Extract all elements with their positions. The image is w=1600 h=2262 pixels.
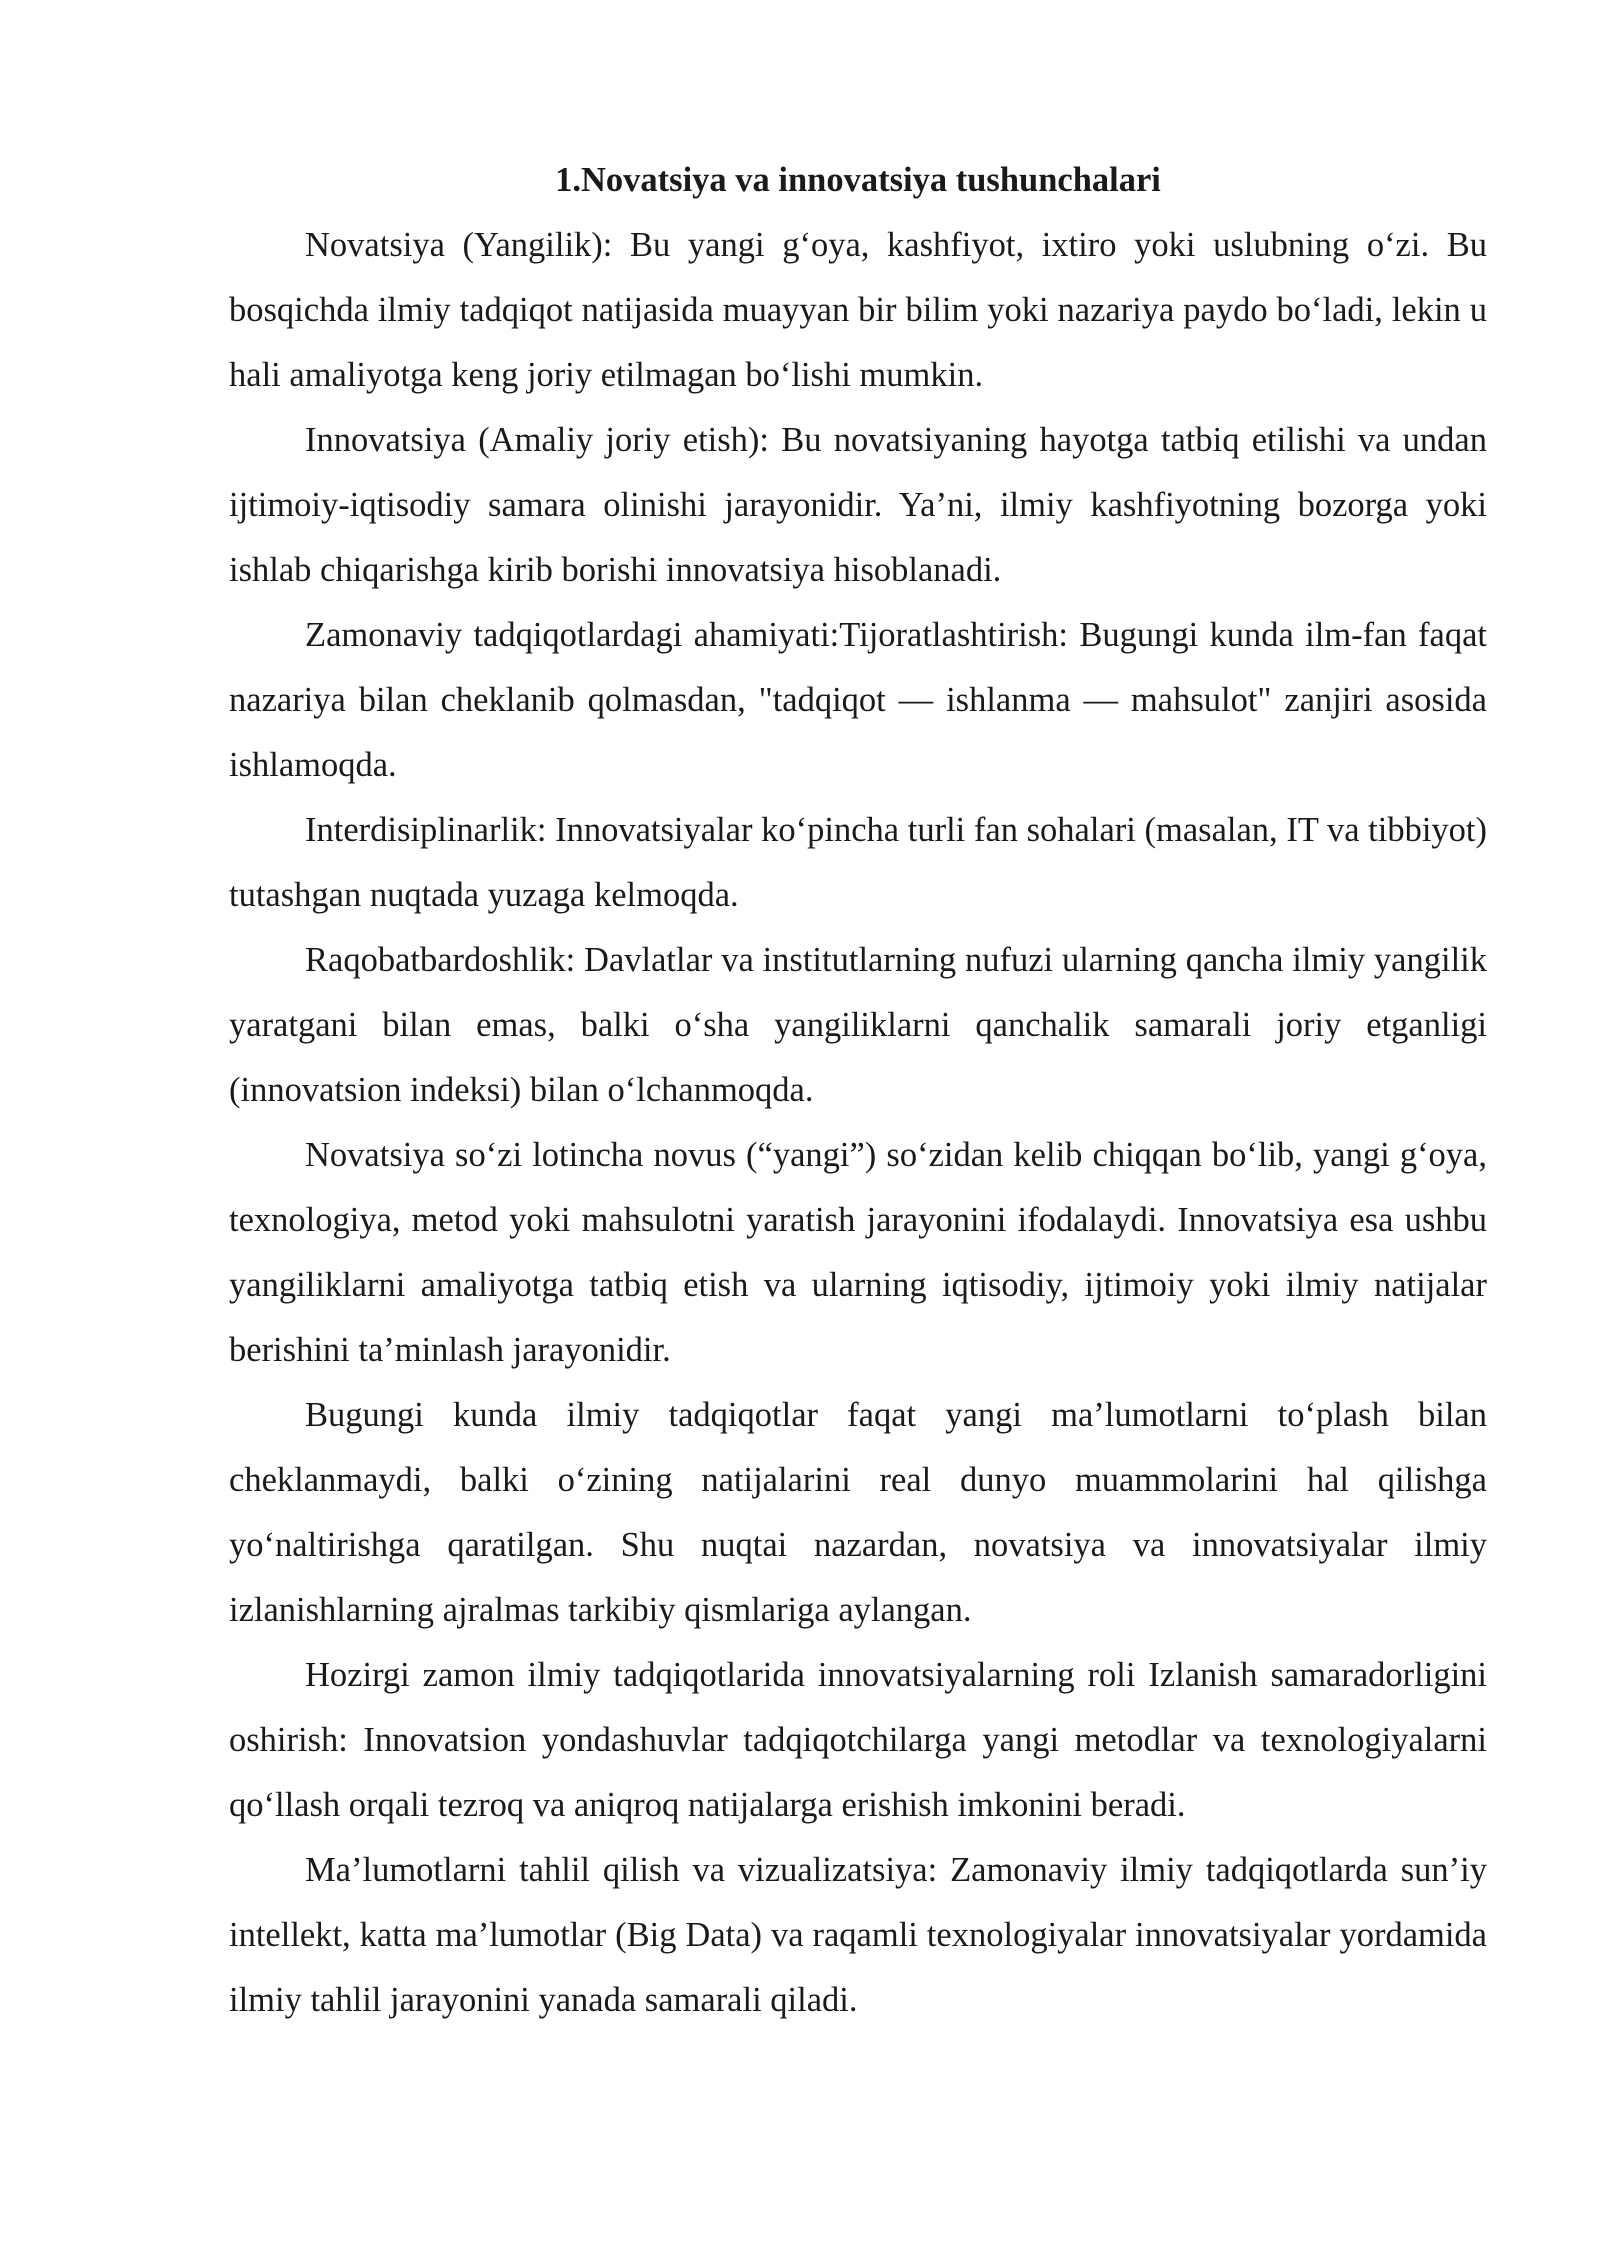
document-body: [229, 148, 1487, 2033]
paragraph-etymology: Novatsiya so‘zi lotincha novus (“yangi”) so‘zidan kelib chiqqan bo‘lib, yangi g‘oya, texnologiya, metod yoki mahsulotni yaratish jarayonini ifodalaydi. Innovatsiya esa ushbu yangiliklarni amaliyotga tatbiq etish va ularning iqtisodiy, ijtimoiy yoki ilmiy natijalar berishini ta’minlash jarayonidir.: [229, 1136, 1487, 1369]
paragraph-innovatsiya-definition: Innovatsiya (Amaliy joriy etish): Bu novatsiyaning hayotga tatbiq etilishi va undan ijtimoiy-iqtisodiy samara olinishi jarayonidir. Ya’ni, ilmiy kashfiyotning bozorga yoki ishlab chiqarishga kirib borishi innovatsiya hisoblanadi.: [229, 421, 1487, 589]
paragraph-tijoratlashtirish: Zamonaviy tadqiqotlardagi ahamiyati:Tijoratlashtirish: Bugungi kunda ilm-fan faqat nazariya bilan cheklanib qolmasdan, "tadqiqot — ishlanma — mahsulot" zanjiri asosida ishlamoqda.: [229, 616, 1487, 784]
paragraph-interdisiplinarlik: Interdisiplinarlik: Innovatsiyalar ko‘pincha turli fan sohalari (masalan, IT va tibbiyot) tutashgan nuqtada yuzaga kelmoqda.: [229, 811, 1487, 914]
document-title: 1.Novatsiya va innovatsiya tushunchalari: [555, 161, 1161, 199]
paragraph-novatsiya-definition: Novatsiya (Yangilik): Bu yangi g‘oya, kashfiyot, ixtiro yoki uslubning o‘zi. Bu bosqichda ilmiy tadqiqot natijasida muayyan bir bilim yoki nazariya paydo bo‘ladi, lekin u hali amaliyotga keng joriy etilmagan bo‘lishi mumkin.: [229, 226, 1487, 394]
paragraph-modern-research: Bugungi kunda ilmiy tadqiqotlar faqat yangi ma’lumotlarni to‘plash bilan cheklanmaydi, balki o‘zining natijalarini real dunyo muammolarini hal qilishga yo‘naltirishga qaratilgan. Shu nuqtai nazardan, novatsiya va innovatsiyalar ilmiy izlanishlarning ajralmas tarkibiy qismlariga aylangan.: [229, 1396, 1487, 1629]
paragraph-raqobatbardoshlik: Raqobatbardoshlik: Davlatlar va institutlarning nufuzi ularning qancha ilmiy yangilik yaratgani bilan emas, balki o‘sha yangiliklarni qanchalik samarali joriy etganligi (innovatsion indeksi) bilan o‘lchanmoqda.: [229, 941, 1487, 1109]
paragraph-research-efficiency: Hozirgi zamon ilmiy tadqiqotlarida innovatsiyalarning roli Izlanish samaradorligini oshirish: Innovatsion yondashuvlar tadqiqotchilarga yangi metodlar va texnologiyalarni qo‘llash orqali tezroq va aniqroq natijalarga erishish imkonini beradi.: [229, 1656, 1487, 1824]
paragraph-data-analysis: Ma’lumotlarni tahlil qilish va vizualizatsiya: Zamonaviy ilmiy tadqiqotlarda sun’iy intellekt, katta ma’lumotlar (Big Data) va raqamli texnologiyalar innovatsiyalar yordamida ilmiy tahlil jarayonini yanada samarali qiladi.: [229, 1851, 1487, 2019]
